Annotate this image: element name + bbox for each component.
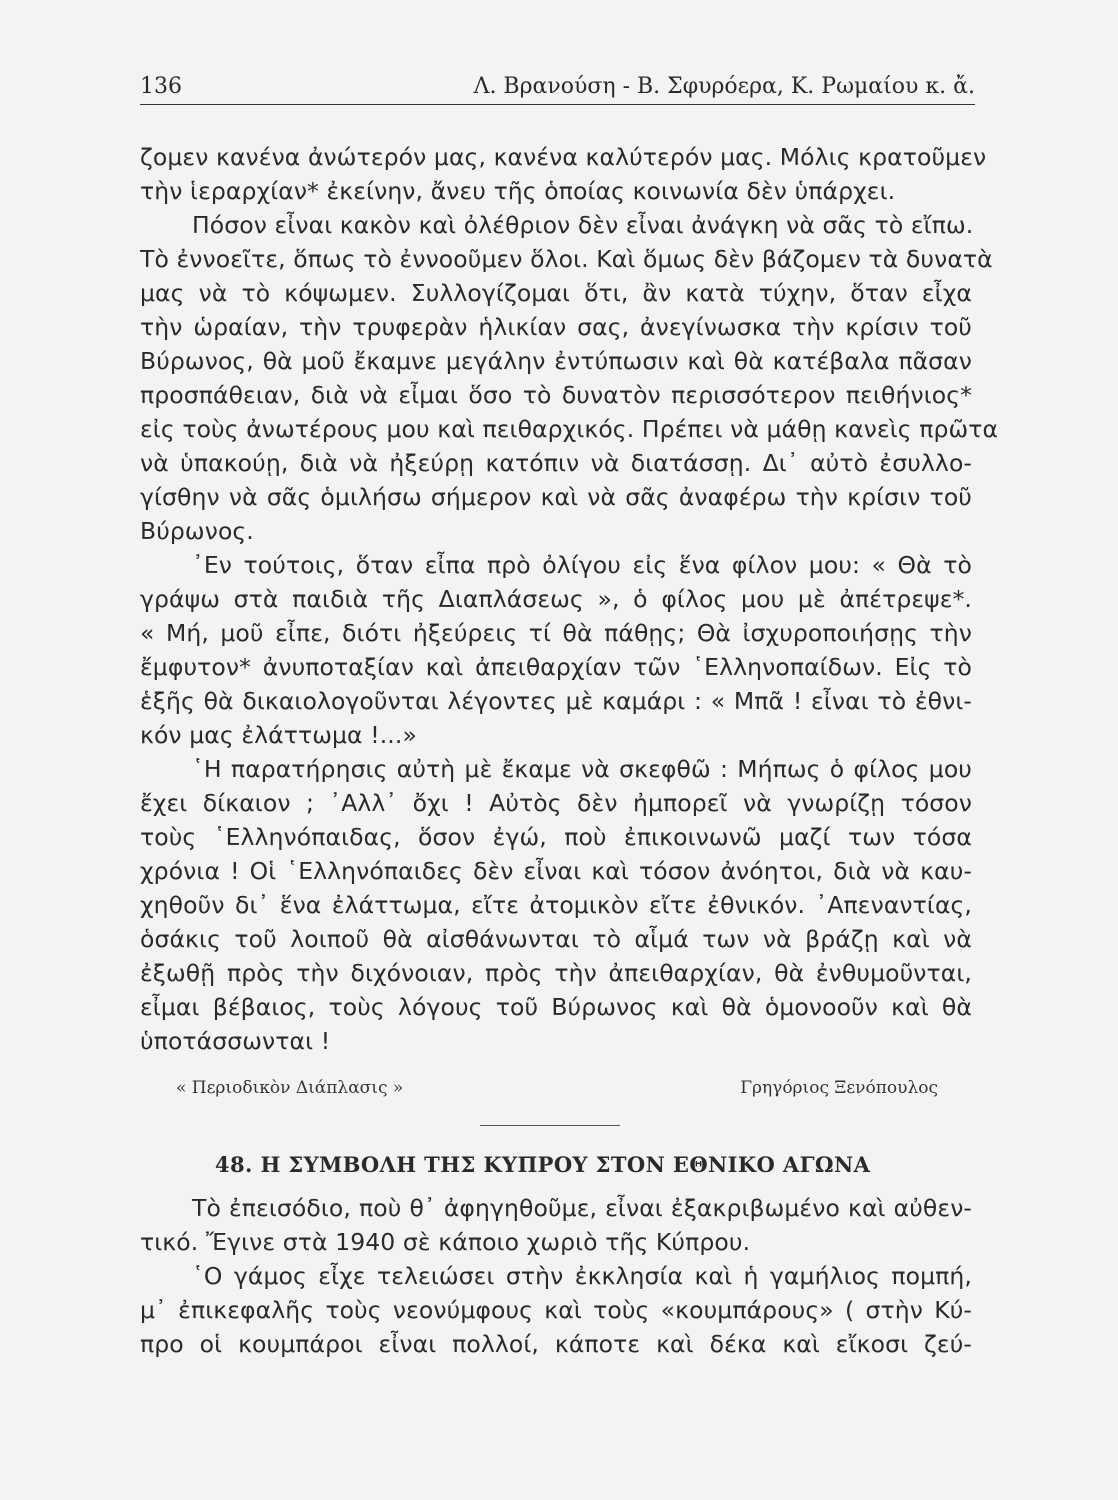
text-line: μ᾽ ἐπικεφαλῆς τοὺς νεονύμφους καὶ τοὺς «κουμπάρους» ( στὴν Κύ- xyxy=(140,1296,972,1324)
page-number: 136 xyxy=(140,74,182,99)
text-line: εἰς τοὺς ἀνωτέρους μου καὶ πειθαρχικός. Πρέπει νὰ μάθῃ κανεὶς πρῶτα xyxy=(140,415,999,443)
text-line: ἐξωθῇ πρὸς τὴν διχόνοιαν, πρὸς τὴν ἀπειθαρχίαν, θὰ ἐνθυμοῦνται, xyxy=(140,959,972,987)
text-line: τικό. Ἔγινε στὰ 1940 σὲ κάποιο χωριὸ τῆς Κύπρου. xyxy=(140,1228,751,1256)
section-text xyxy=(140,1191,972,1361)
text-line: προσπάθειαν, διὰ νὰ εἶμαι ὅσο τὸ δυνατὸν περισσότερον πειθήνιος* xyxy=(140,381,972,409)
attribution xyxy=(176,1078,938,1106)
page-header xyxy=(140,74,975,105)
text-line: γίσθην νὰ σᾶς ὁμιλήσω σήμερον καὶ νὰ σᾶς ἀναφέρω τὴν κρίσιν τοῦ xyxy=(140,483,972,511)
text-line: ῾Η παρατήρησις αὐτὴ μὲ ἔκαμε νὰ σκεφθῶ : Μήπως ὁ φίλος μου xyxy=(192,755,972,783)
section-heading: 48. Η ΣΥΜΒΟΛΗ ΤΗΣ ΚΥΠΡΟΥ ΣΤΟΝ ΕΘΝΙΚΟ ΑΓΩΝΑ xyxy=(215,1152,871,1177)
running-title: Λ. Βρανούση - Β. Σφυρόερα, Κ. Ρωμαίου κ. ἄ. xyxy=(473,74,975,99)
attribution-author: Γρηγόριος Ξενόπουλος xyxy=(740,1078,938,1098)
text-line: ἔχει δίκαιον ; ᾽Αλλ᾽ ὄχι ! Αὐτὸς δὲν ἠμπορεῖ νὰ γνωρίζῃ τόσον xyxy=(140,789,972,817)
attribution-source: « Περιοδικὸν Διάπλασις » xyxy=(176,1078,404,1098)
text-line: ἑξῆς θὰ δικαιολογοῦνται λέγοντες μὲ καμάρι : « Μπᾶ ! εἶναι τὸ ἐθνι- xyxy=(140,687,972,715)
text-line: εἶμαι βέβαιος, τοὺς λόγους τοῦ Βύρωνος καὶ θὰ ὁμονοοῦν καὶ θὰ xyxy=(140,993,972,1021)
text-line: κόν μας ἐλάττωμα !...» xyxy=(140,721,417,749)
text-line: Βύρωνος, θὰ μοῦ ἔκαμνε μεγάλην ἐντύπωσιν καὶ θὰ κατέβαλα πᾶσαν xyxy=(140,347,972,375)
text-line: Τὸ ἐννοεῖτε, ὅπως τὸ ἐννοοῦμεν ὅλοι. Καὶ ὅμως δὲν βάζομεν τὰ δυνατὰ xyxy=(140,245,993,273)
text-line: « Μή, μοῦ εἶπε, διότι ἠξεύρεις τί θὰ πάθῃς; Θὰ ἰσχυροποιήσῃς τὴν xyxy=(140,619,972,647)
text-line: Βύρωνος. xyxy=(140,517,254,545)
text-line: ὁσάκις τοῦ λοιποῦ θὰ αἰσθάνωνται τὸ αἷμά των νὰ βράζῃ καὶ νὰ xyxy=(140,925,972,953)
text-line: τοὺς ῾Ελληνόπαιδας, ὅσον ἐγώ, ποὺ ἐπικοινωνῶ μαζί των τόσα xyxy=(140,823,972,851)
text-line: Πόσον εἶναι κακὸν καὶ ὀλέθριον δὲν εἶναι ἀνάγκη νὰ σᾶς τὸ εἴπω. xyxy=(192,211,974,239)
text-line: προ οἱ κουμπάροι εἶναι πολλοί, κάποτε καὶ δέκα καὶ εἴκοσι ζεύ- xyxy=(140,1330,972,1358)
text-line: Τὸ ἐπεισόδιο, ποὺ θ᾽ ἀφηγηθοῦμε, εἶναι ἐξακριβωμένο καὶ αὐθεν- xyxy=(192,1194,972,1222)
text-line: ζομεν κανένα ἀνώτερόν μας, κανένα καλύτερόν μας. Μόλις κρατοῦμεν xyxy=(140,143,987,171)
text-line: χρόνια ! Οἱ ῾Ελληνόπαιδες δὲν εἶναι καὶ τόσον ἀνόητοι, διὰ νὰ καυ- xyxy=(140,857,972,885)
section-divider xyxy=(480,1125,620,1126)
text-line: μας νὰ τὸ κόψωμεν. Συλλογίζομαι ὅτι, ἂν κατὰ τύχην, ὅταν εἶχα xyxy=(140,279,972,307)
text-line: ῾Ο γάμος εἶχε τελειώσει στὴν ἐκκλησία καὶ ἡ γαμήλιος πομπή, xyxy=(192,1262,972,1290)
text-line: χηθοῦν δι᾽ ἕνα ἐλάττωμα, εἴτε ἀτομικὸν εἴτε ἐθνικόν. ᾽Απεναντίας, xyxy=(140,891,972,919)
text-line: γράψω στὰ παιδιὰ τῆς Διαπλάσεως », ὁ φίλος μου μὲ ἀπέτρεψε*. xyxy=(140,585,972,613)
text-line: ἔμφυτον* ἀνυποταξίαν καὶ ἀπειθαρχίαν τῶν ῾Ελληνοπαίδων. Εἰς τὸ xyxy=(140,653,972,681)
text-line: νὰ ὑπακούῃ, διὰ νὰ ἠξεύρῃ κατόπιν νὰ διατάσσῃ. Δι᾽ αὐτὸ ἐσυλλο- xyxy=(140,449,972,477)
text-line: τὴν ὡραίαν, τὴν τρυφερὰν ἡλικίαν σας, ἀνεγίνωσκα τὴν κρίσιν τοῦ xyxy=(140,313,972,341)
text-line: ᾽Εν τούτοις, ὅταν εἶπα πρὸ ὀλίγου εἰς ἕνα φίλον μου: « Θὰ τὸ xyxy=(192,551,972,579)
text-line: τὴν ἱεραρχίαν* ἐκείνην, ἄνευ τῆς ὁποίας κοινωνία δὲν ὑπάρχει. xyxy=(140,177,896,205)
passage-text xyxy=(140,140,999,1058)
text-line: ὑποτάσσωνται ! xyxy=(140,1027,331,1055)
